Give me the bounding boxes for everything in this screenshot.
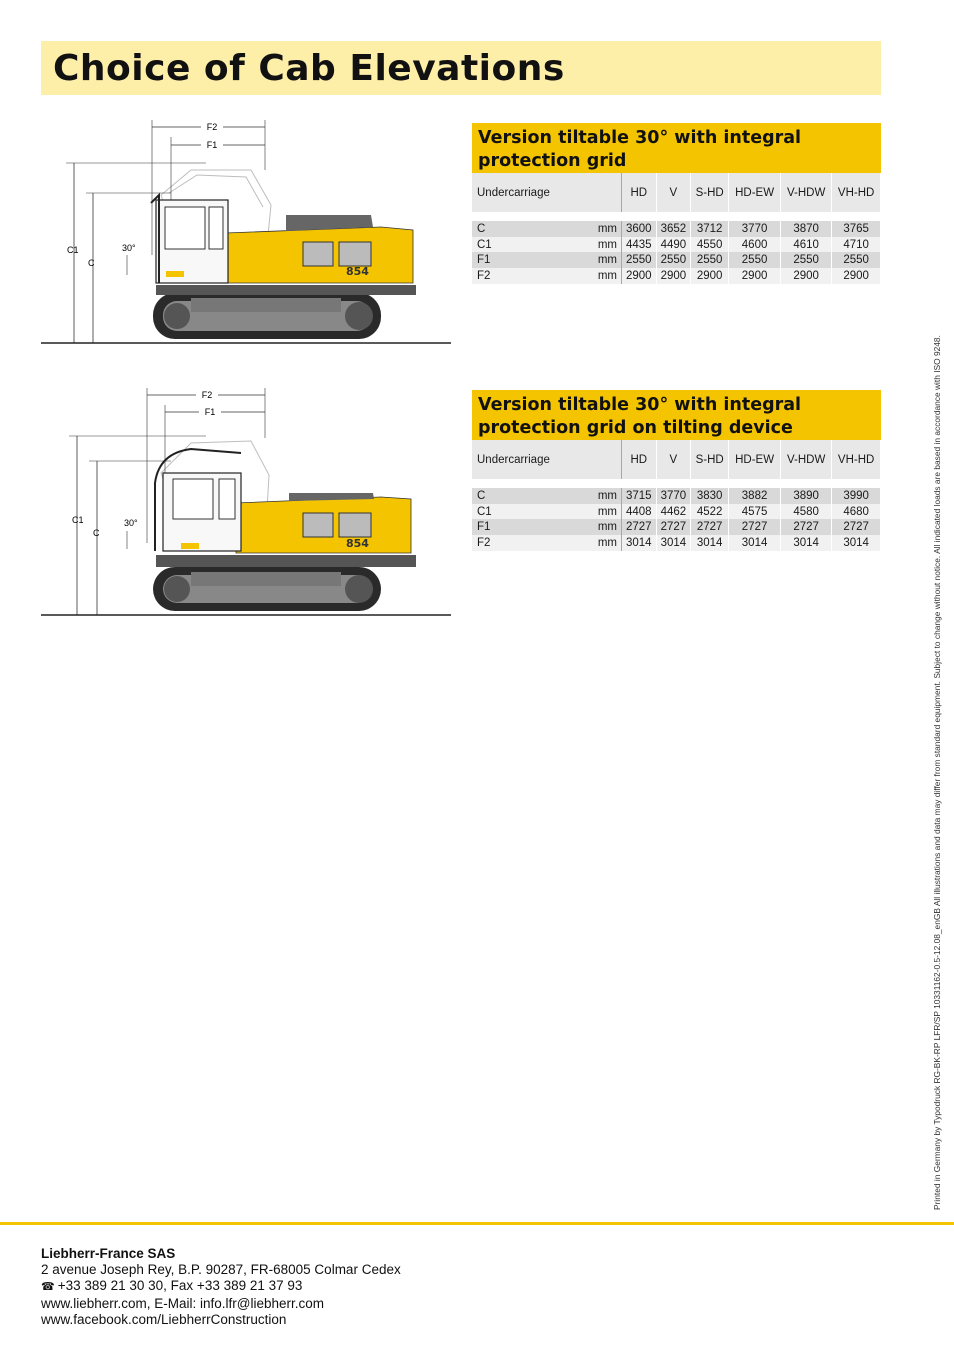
cell: 3014: [832, 535, 881, 551]
spec-table-2: [472, 390, 881, 551]
row-unit: mm: [532, 237, 622, 253]
row-unit: mm: [532, 535, 622, 551]
angle-label: 30°: [124, 518, 138, 528]
cell: 2900: [691, 268, 729, 284]
cell: 2727: [691, 519, 729, 535]
cell: 4680: [832, 504, 881, 520]
cell: 3882: [729, 488, 781, 504]
cell: 4408: [622, 504, 657, 520]
company-name: Liebherr-France SAS: [41, 1246, 176, 1261]
cell: 2550: [832, 252, 881, 268]
cell: 2900: [622, 268, 657, 284]
table-row: [472, 519, 881, 535]
dimension-table: [472, 173, 881, 284]
title-bar: [41, 41, 881, 95]
column-header: V-HDW: [781, 173, 832, 212]
spec-table-1: [472, 123, 881, 284]
dim-label-f1: F1: [204, 407, 216, 417]
column-header: VH-HD: [832, 173, 881, 212]
cell: 2900: [781, 268, 832, 284]
column-header: V-HDW: [781, 440, 832, 479]
table-row: [472, 221, 881, 237]
cell: 3014: [691, 535, 729, 551]
dim-label-f1: F1: [206, 140, 218, 150]
cell: 3014: [656, 535, 691, 551]
cell: 3600: [622, 221, 657, 237]
excavator-figure-1: [41, 115, 451, 350]
row-label: F2: [472, 268, 532, 284]
cell: 3890: [781, 488, 832, 504]
cell: 2550: [781, 252, 832, 268]
phone-fax: +33 389 21 30 30, Fax +33 389 21 37 93: [57, 1278, 303, 1294]
cell: 2727: [832, 519, 881, 535]
table-row: [472, 535, 881, 551]
row-label: F1: [472, 252, 532, 268]
row-unit: mm: [532, 504, 622, 520]
dim-label-f2: F2: [206, 122, 218, 132]
cell: 4435: [622, 237, 657, 253]
table-row: [472, 268, 881, 284]
footer: [41, 1246, 401, 1328]
model-label: 854: [346, 265, 369, 278]
table-row: [472, 252, 881, 268]
dim-label-c: C: [88, 258, 95, 268]
cell: 2727: [622, 519, 657, 535]
row-label: F2: [472, 535, 532, 551]
row-label: C: [472, 488, 532, 504]
cell: 4600: [729, 237, 781, 253]
print-note: Printed in Germany by Typodruck RG-BK-RP LFR/SP 10331162-0.5-12.08_enGB All illustrations and data may differ from standard equipment. Subject to change without notice. All indicated loads are based in accordance with ISO 9248.: [932, 335, 942, 1210]
row-label: C1: [472, 504, 532, 520]
telephone-icon: ☎: [41, 1281, 55, 1294]
table-row: [472, 488, 881, 504]
row-label: F1: [472, 519, 532, 535]
column-header: HD-EW: [729, 173, 781, 212]
row-unit: mm: [532, 268, 622, 284]
row-unit: mm: [532, 519, 622, 535]
column-header: HD: [622, 440, 657, 479]
spec-header: [472, 123, 881, 173]
angle-label: 30°: [122, 243, 136, 253]
cell: 2550: [656, 252, 691, 268]
cell: 2900: [729, 268, 781, 284]
cell: 4522: [691, 504, 729, 520]
spec-header: [472, 390, 881, 440]
cell: 4580: [781, 504, 832, 520]
cell: 2900: [832, 268, 881, 284]
cell: 4462: [656, 504, 691, 520]
excavator-drawing-2: [41, 383, 451, 618]
cell: 2550: [691, 252, 729, 268]
cell: 3990: [832, 488, 881, 504]
cell: 4550: [691, 237, 729, 253]
table-row: [472, 237, 881, 253]
excavator-drawing-1: [41, 115, 451, 350]
cell: 3770: [656, 488, 691, 504]
spec-title: Version tiltable 30° with integral protection grid: [478, 128, 802, 171]
column-header: HD-EW: [729, 440, 781, 479]
row-unit: mm: [532, 252, 622, 268]
dimension-table: [472, 440, 881, 551]
cell: 3870: [781, 221, 832, 237]
dim-label-c: C: [93, 528, 100, 538]
cell: 2550: [729, 252, 781, 268]
facebook-link: www.facebook.com/LiebherrConstruction: [41, 1311, 287, 1327]
cell: 3712: [691, 221, 729, 237]
phone-line: [41, 1278, 401, 1295]
cell: 2727: [656, 519, 691, 535]
cell: 3765: [832, 221, 881, 237]
cell: 4710: [832, 237, 881, 253]
column-header: V: [656, 440, 691, 479]
cell: 3014: [781, 535, 832, 551]
cell: 2727: [729, 519, 781, 535]
cell: 2900: [656, 268, 691, 284]
model-label: 854: [346, 537, 369, 550]
column-header: VH-HD: [832, 440, 881, 479]
footer-divider: [0, 1222, 954, 1225]
cell: 4490: [656, 237, 691, 253]
column-header: S-HD: [691, 440, 729, 479]
table-row: [472, 504, 881, 520]
column-header-undercarriage: Undercarriage: [472, 173, 622, 212]
dim-label-c1: C1: [72, 515, 84, 525]
row-label: C1: [472, 237, 532, 253]
cell: 3715: [622, 488, 657, 504]
cell: 4575: [729, 504, 781, 520]
excavator-figure-2: [41, 383, 451, 618]
column-header: V: [656, 173, 691, 212]
company-address: 2 avenue Joseph Rey, B.P. 90287, FR-68005 Colmar Cedex: [41, 1262, 401, 1278]
web-email: www.liebherr.com, E-Mail: info.lfr@liebherr.com: [41, 1295, 325, 1311]
column-header-undercarriage: Undercarriage: [472, 440, 622, 479]
dim-label-f2: F2: [201, 390, 213, 400]
cell: 3014: [622, 535, 657, 551]
page-title: Choice of Cab Elevations: [53, 48, 565, 89]
cell: 3770: [729, 221, 781, 237]
column-header: S-HD: [691, 173, 729, 212]
row-unit: mm: [532, 221, 622, 237]
cell: 3014: [729, 535, 781, 551]
row-unit: mm: [532, 488, 622, 504]
spec-title: Version tiltable 30° with integral protection grid on tilting device: [478, 395, 802, 438]
dim-label-c1: C1: [67, 245, 79, 255]
cell: 2727: [781, 519, 832, 535]
column-header: HD: [622, 173, 657, 212]
cell: 4610: [781, 237, 832, 253]
row-label: C: [472, 221, 532, 237]
cell: 2550: [622, 252, 657, 268]
cell: 3830: [691, 488, 729, 504]
cell: 3652: [656, 221, 691, 237]
